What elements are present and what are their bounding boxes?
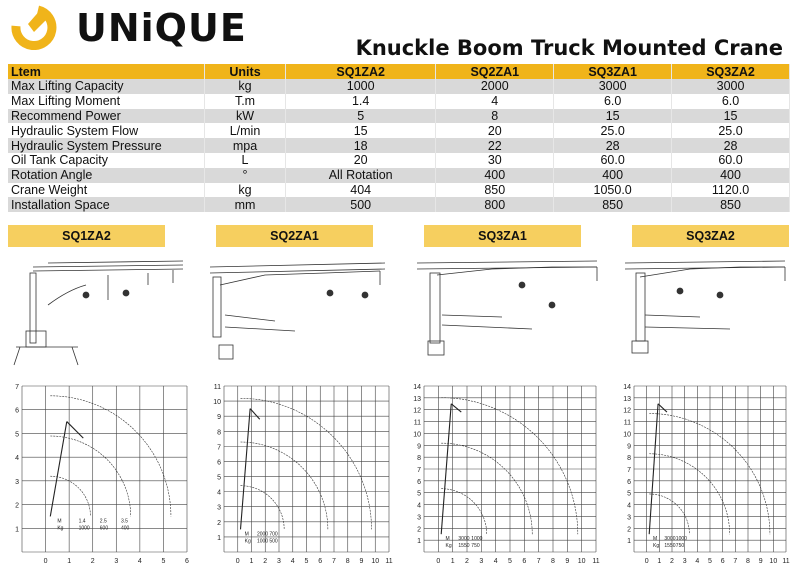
table-cell: 6.0 [554, 94, 672, 109]
load-label: 2000 [257, 531, 269, 538]
y-tick-label: 7 [417, 467, 421, 474]
table-row [8, 123, 790, 138]
boom-sketch [50, 422, 83, 517]
load-label: 3000 [458, 536, 470, 543]
x-tick-label: 0 [235, 558, 240, 565]
y-tick-label: 6 [627, 478, 631, 486]
x-tick-label: 8 [551, 558, 555, 565]
table-cell: ° [205, 168, 286, 183]
reach-arc [649, 454, 729, 534]
x-tick-label: 10 [371, 558, 380, 565]
table-cell: 20 [436, 123, 554, 138]
table-cell: 1000 [286, 79, 436, 94]
x-tick-label: 8 [345, 558, 350, 565]
y-tick-label: 13 [623, 395, 631, 403]
x-tick-label: 4 [493, 558, 498, 565]
table-cell: 500 [286, 197, 436, 212]
reach-arc [441, 398, 578, 535]
table-cell: 850 [436, 183, 554, 198]
y-tick-label: 4 [217, 489, 221, 497]
table-cell: kW [205, 109, 286, 124]
table-cell: 4 [436, 94, 554, 109]
reach-arc [441, 489, 487, 535]
table-cell: 28 [554, 138, 672, 153]
load-label: M [653, 536, 658, 543]
table-cell: 60.0 [554, 153, 672, 168]
y-tick-label: 6 [15, 407, 19, 415]
table-cell: Recommend Power [8, 109, 205, 124]
table-cell: 5 [286, 109, 436, 124]
reach-arc [241, 486, 285, 530]
y-tick-label: 7 [15, 384, 19, 391]
x-tick-label: 7 [536, 558, 541, 565]
table-cell: 25.0 [554, 123, 672, 138]
crane-hook-logo-icon [8, 4, 68, 50]
crane-drawing-sq3za1 [412, 255, 602, 373]
table-row [8, 183, 790, 198]
table-cell: 60.0 [672, 153, 790, 168]
load-label: 400 [121, 525, 130, 532]
load-label: 3000 [664, 536, 676, 543]
table-row [8, 197, 790, 212]
x-tick-label: 11 [385, 558, 393, 565]
x-tick-label: 1 [450, 558, 455, 565]
load-label: 3.5 [121, 518, 128, 525]
load-label: M [445, 536, 450, 543]
x-tick-label: 6 [522, 558, 527, 565]
table-row [8, 138, 790, 153]
x-tick-label: 9 [758, 558, 763, 565]
load-label: 750 [675, 543, 685, 550]
x-tick-label: 4 [137, 558, 142, 565]
table-cell: 8 [436, 109, 554, 124]
table-cell: kg [205, 79, 286, 94]
table-cell: 1120.0 [672, 183, 790, 198]
x-tick-label: 4 [695, 558, 700, 565]
y-tick-label: 11 [623, 419, 631, 427]
reach-arc [241, 398, 372, 529]
x-tick-label: 2 [465, 558, 469, 565]
x-tick-label: 2 [670, 558, 674, 565]
y-tick-label: 1 [627, 538, 631, 546]
brand-logo [8, 4, 248, 50]
x-tick-label: 9 [565, 558, 570, 565]
y-tick-label: 7 [627, 467, 631, 474]
load-label: Kg [653, 543, 660, 550]
load-chart-sq3za1 [410, 380, 600, 568]
y-tick-label: 2 [15, 502, 19, 510]
table-cell: 850 [672, 197, 790, 212]
table-cell: 28 [672, 138, 790, 153]
x-tick-label: 9 [359, 558, 364, 565]
table-cell: 400 [436, 168, 554, 183]
y-tick-label: 6 [217, 459, 221, 467]
header-cell: SQ1ZA2 [286, 64, 436, 79]
table-row [8, 153, 790, 168]
y-tick-label: 8 [417, 455, 421, 463]
y-tick-label: 8 [627, 455, 631, 463]
load-label: 1550 [458, 543, 470, 550]
x-tick-label: 8 [746, 558, 750, 565]
table-cell: 20 [286, 153, 436, 168]
y-tick-label: 7 [217, 444, 221, 452]
model-label-sq3za2: SQ3ZA2 [632, 225, 789, 247]
x-tick-label: 1 [657, 558, 662, 565]
y-tick-label: 9 [217, 414, 221, 422]
x-tick-label: 4 [290, 558, 295, 565]
x-tick-label: 7 [733, 558, 738, 565]
table-cell: L/min [205, 123, 286, 138]
header-cell: Units [205, 64, 286, 79]
table-cell: 18 [286, 138, 436, 153]
y-tick-label: 3 [217, 504, 221, 512]
load-label: 600 [99, 525, 109, 532]
y-tick-label: 2 [417, 526, 421, 534]
load-label: Kg [445, 543, 452, 550]
x-tick-label: 0 [644, 558, 649, 565]
header-cell: SQ3ZA1 [554, 64, 672, 79]
x-tick-label: 3 [682, 558, 687, 565]
crane-drawing-sq1za2 [8, 255, 188, 373]
table-cell: 404 [286, 183, 436, 198]
table-cell: 400 [672, 168, 790, 183]
x-tick-label: 11 [592, 558, 600, 565]
y-tick-label: 8 [217, 429, 221, 437]
y-tick-label: 10 [413, 431, 421, 439]
y-tick-label: 11 [413, 419, 421, 427]
x-tick-label: 1 [249, 558, 254, 565]
table-cell: 1050.0 [554, 183, 672, 198]
y-tick-label: 10 [213, 399, 221, 407]
table-cell: Crane Weight [8, 183, 205, 198]
table-cell: 3000 [672, 79, 790, 94]
table-cell: 30 [436, 153, 554, 168]
spec-table [8, 64, 790, 212]
load-label: 1550 [664, 543, 676, 550]
table-cell: Oil Tank Capacity [8, 153, 205, 168]
reach-arc [649, 414, 770, 535]
table-cell: L [205, 153, 286, 168]
x-tick-label: 2 [90, 558, 95, 565]
x-tick-label: 3 [277, 558, 281, 565]
table-cell: 22 [436, 138, 554, 153]
load-label: Kg [57, 525, 64, 532]
load-label: 1000 [257, 538, 269, 545]
header-cell: SQ3ZA2 [672, 64, 790, 79]
x-tick-label: 7 [332, 558, 336, 565]
y-tick-label: 5 [217, 474, 221, 482]
y-tick-label: 1 [217, 534, 221, 542]
table-cell: Max Lifting Capacity [8, 79, 205, 94]
table-cell: 1.4 [286, 94, 436, 109]
x-tick-label: 6 [185, 558, 189, 565]
reach-arc [441, 443, 532, 534]
load-label: 700 [269, 531, 278, 538]
load-chart-sq3za2 [620, 380, 790, 568]
y-tick-label: 9 [417, 443, 421, 451]
x-tick-label: 10 [769, 558, 778, 565]
table-cell: 3000 [554, 79, 672, 94]
load-label: 750 [471, 543, 480, 550]
brand-name: UNiQUE [76, 6, 247, 50]
y-tick-label: 6 [417, 478, 421, 486]
y-tick-label: 12 [413, 407, 421, 415]
y-tick-label: 1 [417, 538, 421, 546]
y-tick-label: 3 [627, 514, 631, 522]
y-tick-label: 2 [627, 526, 631, 534]
table-cell: kg [205, 183, 286, 198]
x-tick-label: 5 [304, 558, 309, 565]
table-cell: 25.0 [672, 123, 790, 138]
y-tick-label: 3 [15, 478, 19, 486]
load-label: 1000 [471, 536, 483, 543]
load-label: 1.4 [78, 518, 86, 525]
y-tick-label: 5 [15, 431, 19, 439]
y-tick-label: 14 [413, 384, 421, 391]
y-tick-label: 2 [217, 519, 221, 527]
header-cell: SQ2ZA1 [436, 64, 554, 79]
load-chart-sq2za1 [210, 380, 393, 568]
table-cell: 800 [436, 197, 554, 212]
y-tick-label: 12 [623, 407, 631, 415]
x-tick-label: 5 [508, 558, 512, 565]
header-cell: Ltem [8, 64, 205, 79]
table-row [8, 94, 790, 109]
crane-drawing-sq2za1 [205, 255, 390, 373]
x-tick-label: 5 [161, 558, 166, 565]
table-cell: Hydraulic System Flow [8, 123, 205, 138]
table-cell: T.m [205, 94, 286, 109]
table-row [8, 79, 790, 94]
table-header-row [8, 64, 790, 79]
table-row [8, 109, 790, 124]
reach-arc [241, 442, 328, 529]
x-tick-label: 10 [577, 558, 586, 565]
table-cell: Max Lifting Moment [8, 94, 205, 109]
load-label: 1000 [78, 525, 90, 532]
table-cell: mpa [205, 138, 286, 153]
y-tick-label: 4 [417, 502, 421, 510]
load-label: Kg [244, 538, 251, 545]
table-cell: 15 [286, 123, 436, 138]
table-cell: Rotation Angle [8, 168, 205, 183]
y-tick-label: 14 [623, 384, 631, 391]
x-tick-label: 11 [782, 558, 790, 565]
load-label: 500 [269, 538, 278, 545]
y-tick-label: 13 [413, 395, 421, 403]
load-label: M [244, 531, 249, 538]
y-tick-label: 1 [15, 526, 19, 534]
x-tick-label: 6 [318, 558, 323, 565]
table-cell: Hydraulic System Pressure [8, 138, 205, 153]
x-tick-label: 6 [720, 558, 725, 565]
load-chart-sq1za2 [8, 380, 191, 568]
table-cell: 6.0 [672, 94, 790, 109]
y-tick-label: 5 [627, 490, 631, 498]
table-cell: 400 [554, 168, 672, 183]
model-label-sq2za1: SQ2ZA1 [216, 225, 373, 247]
load-label: 1000 [675, 536, 687, 543]
x-tick-label: 2 [263, 558, 268, 565]
load-label: M [57, 518, 62, 525]
x-tick-label: 3 [114, 558, 119, 565]
x-tick-label: 0 [43, 558, 48, 565]
table-cell: 15 [554, 109, 672, 124]
table-row [8, 168, 790, 183]
table-cell: 15 [672, 109, 790, 124]
table-cell: 2000 [436, 79, 554, 94]
load-label: 2.5 [99, 518, 107, 525]
model-label-sq1za2: SQ1ZA2 [8, 225, 165, 247]
y-tick-label: 10 [623, 431, 631, 439]
table-cell: mm [205, 197, 286, 212]
y-tick-label: 9 [627, 443, 631, 451]
x-tick-label: 1 [67, 558, 72, 565]
page-title: Knuckle Boom Truck Mounted Crane [355, 36, 783, 60]
y-tick-label: 11 [213, 384, 221, 391]
table-cell: 850 [554, 197, 672, 212]
x-tick-label: 5 [708, 558, 712, 565]
y-tick-label: 5 [417, 490, 421, 498]
crane-drawing-sq3za2 [620, 255, 790, 373]
x-tick-label: 3 [479, 558, 484, 565]
model-label-sq3za1: SQ3ZA1 [424, 225, 581, 247]
table-cell: All Rotation [286, 168, 436, 183]
y-tick-label: 4 [627, 502, 631, 510]
x-tick-label: 0 [436, 558, 441, 565]
reach-arc [50, 396, 171, 517]
y-tick-label: 3 [417, 514, 421, 522]
table-cell: Installation Space [8, 197, 205, 212]
y-tick-label: 4 [15, 455, 19, 463]
boom-sketch [241, 409, 260, 530]
